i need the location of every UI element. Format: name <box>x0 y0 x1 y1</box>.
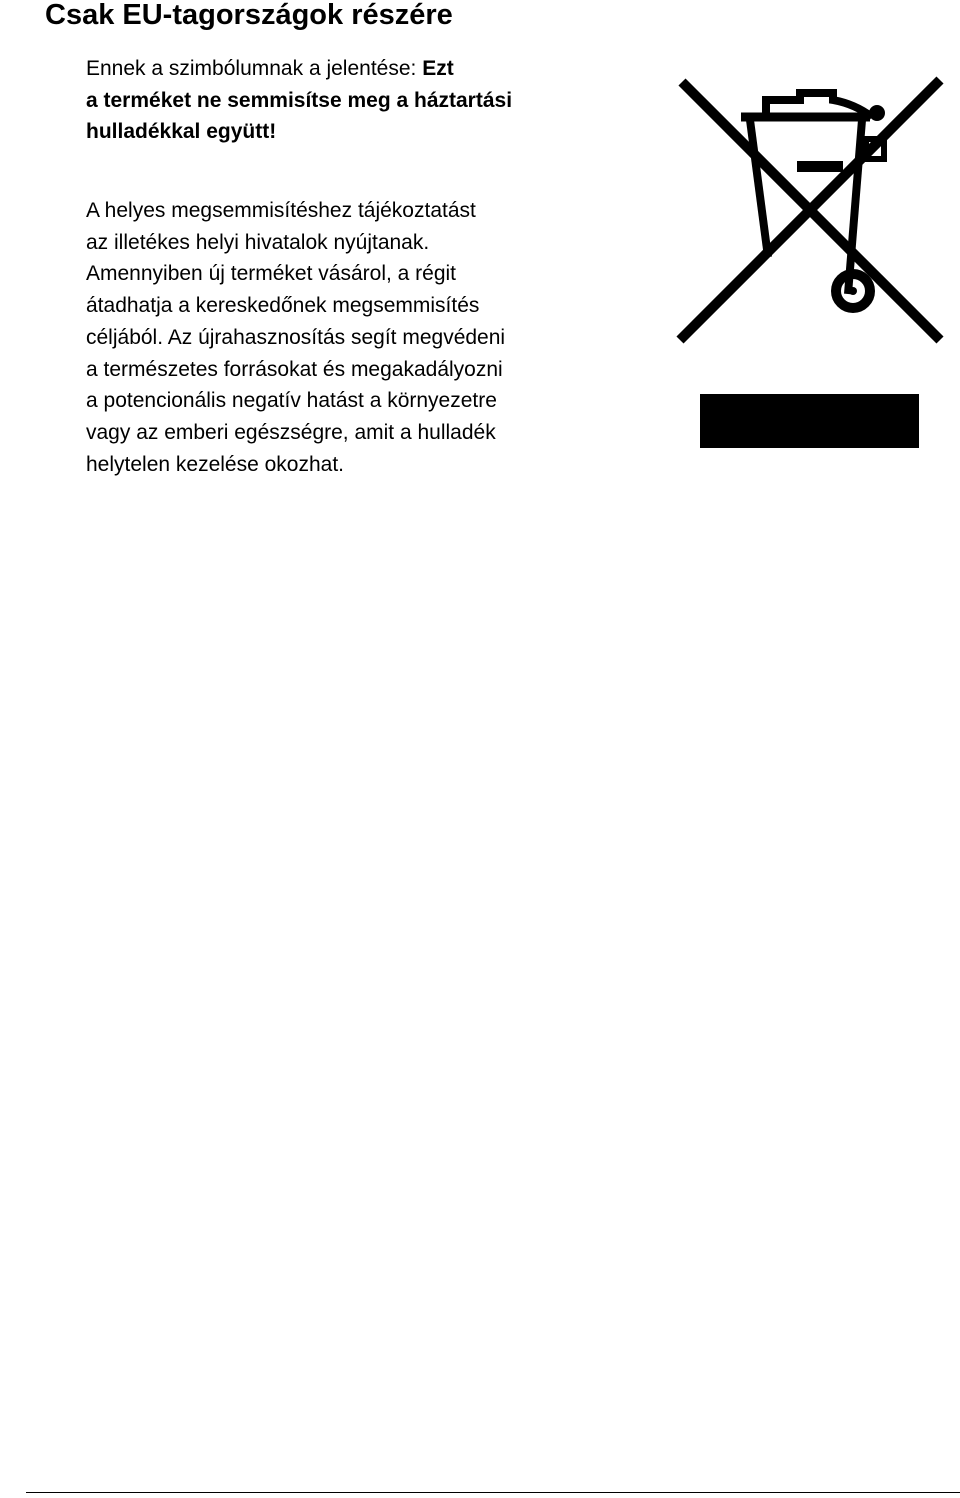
disposal-instructions <box>86 195 646 480</box>
crossed-out-wheelie-bin-icon <box>676 74 944 450</box>
instructions-line: A helyes megsemmisítéshez tájékoztatást <box>86 199 476 222</box>
notice-line-1-regular: Ennek a szimbólumnak a jelentése: <box>86 57 423 80</box>
instructions-line: helytelen kezelése okozhat. <box>86 452 344 476</box>
page-title: Csak EU-tagországok részére <box>45 0 453 31</box>
disposal-notice <box>86 53 646 148</box>
instructions-line: a potencionális negatív hatást a környezetre <box>86 389 497 413</box>
instructions-line: az illetékes helyi hivatalok nyújtanak. <box>86 230 430 254</box>
notice-line-1-bold: Ezt <box>422 57 454 80</box>
footer-divider <box>26 1492 960 1493</box>
notice-line-3: hulladékkal együtt! <box>86 120 277 144</box>
instructions-line: vagy az emberi egészségre, amit a hulladék <box>86 420 496 444</box>
instructions-line: Amennyiben új terméket vásárol, a régit <box>86 262 457 286</box>
notice-line-2: a terméket ne semmisítse meg a háztartási <box>86 88 513 112</box>
notice-line-1 <box>86 53 646 85</box>
instructions-line: a természetes forrásokat és megakadályozni <box>86 357 503 381</box>
instructions-line: céljából. Az újrahasznosítás segít megvédeni <box>86 325 506 349</box>
instructions-line: átadhatja a kereskedőnek megsemmisítés <box>86 294 480 318</box>
